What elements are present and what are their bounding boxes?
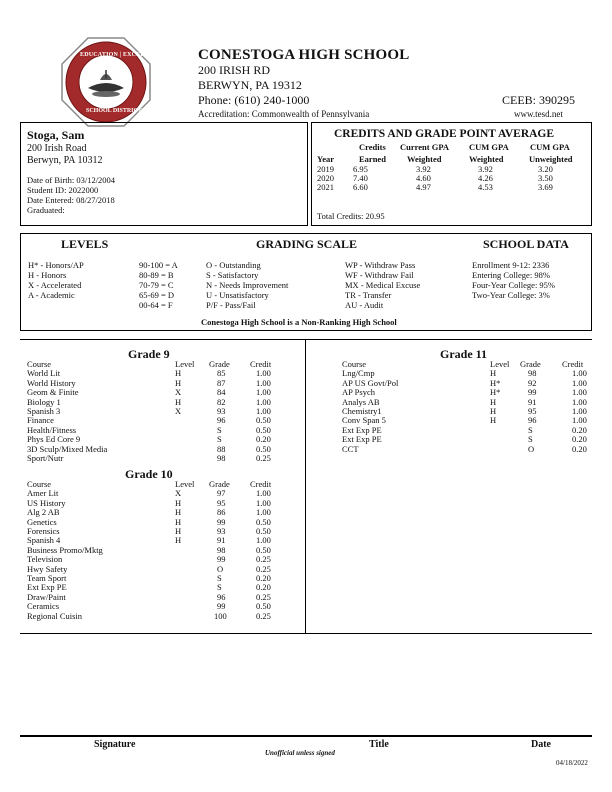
course-grade: 96 bbox=[528, 415, 537, 426]
scale-item: 80-89 = B bbox=[139, 270, 174, 280]
course-grade: 99 bbox=[528, 387, 537, 398]
school-data-item: Four-Year College: 95% bbox=[472, 280, 556, 290]
district-seal-logo bbox=[60, 36, 167, 128]
course-credit: 0.50 bbox=[256, 526, 271, 537]
col-grade: Grade bbox=[520, 359, 541, 369]
col-year: Year bbox=[317, 154, 334, 164]
course-grade: S bbox=[217, 434, 222, 445]
course-grade: S bbox=[217, 573, 222, 584]
mark-item: O - Outstanding bbox=[206, 260, 261, 270]
scale-item: 00-64 = F bbox=[139, 300, 173, 310]
course-level: H* bbox=[490, 377, 501, 388]
col-course: Course bbox=[27, 359, 52, 369]
course-grade: 99 bbox=[217, 601, 226, 612]
course-grade: 98 bbox=[528, 368, 537, 379]
course-credit: 1.00 bbox=[256, 387, 271, 398]
course-grade: 82 bbox=[217, 396, 226, 407]
grading-scale-title: GRADING SCALE bbox=[256, 237, 358, 251]
course-grade: 95 bbox=[528, 406, 537, 417]
legend-box bbox=[20, 233, 592, 331]
course-grade: S bbox=[528, 434, 533, 445]
table-row bbox=[27, 583, 290, 592]
level-item: H* - Honors/AP bbox=[28, 260, 84, 270]
course-grade: 84 bbox=[217, 387, 226, 398]
course-level bbox=[175, 612, 209, 621]
levels-title: LEVELS bbox=[61, 237, 109, 251]
course-grade: 98 bbox=[217, 453, 226, 464]
course-level bbox=[490, 445, 520, 454]
col-course: Course bbox=[342, 359, 367, 369]
course-credit: 0.25 bbox=[256, 453, 271, 464]
student-id: Student ID: 2022000 bbox=[27, 185, 99, 195]
course-grade: 91 bbox=[528, 396, 537, 407]
school-address-line2: BERWYN, PA 19312 bbox=[198, 78, 302, 92]
credits-title: CREDITS AND GRADE POINT AVERAGE bbox=[334, 128, 555, 140]
course-credit: 0.20 bbox=[572, 434, 587, 445]
course-grade: 99 bbox=[217, 554, 226, 565]
course-name: Amer Lit bbox=[27, 488, 59, 499]
grade9-header-row bbox=[27, 360, 290, 369]
course-credit: 1.00 bbox=[572, 415, 587, 426]
course-credit: 0.50 bbox=[256, 443, 271, 454]
table-row bbox=[27, 398, 290, 407]
withdraw-item: WF - Withdraw Fail bbox=[345, 270, 414, 280]
course-name: Biology 1 bbox=[27, 396, 61, 407]
table-row bbox=[27, 565, 290, 574]
course-level bbox=[175, 583, 209, 592]
table-row bbox=[27, 527, 290, 536]
course-credit: 0.20 bbox=[256, 434, 271, 445]
course-level bbox=[175, 574, 209, 583]
course-level: H* bbox=[490, 387, 501, 398]
course-grade: O bbox=[217, 563, 224, 574]
course-name: Analys AB bbox=[342, 396, 380, 407]
col-level: Level bbox=[175, 359, 195, 369]
col-credits-top: Credits bbox=[359, 142, 386, 152]
year-row-cum-unweighted: 3.50 bbox=[538, 173, 553, 183]
course-level: H bbox=[490, 415, 497, 426]
course-section-top-rule bbox=[20, 339, 592, 340]
course-credit: 0.50 bbox=[256, 415, 271, 426]
school-address-line1: 200 IRISH RD bbox=[198, 63, 271, 77]
course-grade: 93 bbox=[217, 406, 226, 417]
course-grade: 92 bbox=[528, 377, 537, 388]
grade11-header-row bbox=[342, 360, 602, 369]
table-row bbox=[27, 546, 290, 555]
course-level: H bbox=[490, 406, 497, 417]
course-level bbox=[175, 454, 209, 463]
col-cum-weighted-top: CUM GPA bbox=[469, 142, 509, 152]
course-level: X bbox=[175, 387, 182, 398]
course-name: Draw/Paint bbox=[27, 591, 66, 602]
graduated: Graduated: bbox=[27, 205, 65, 215]
course-level: H bbox=[490, 396, 497, 407]
course-level: H bbox=[490, 368, 497, 379]
table-row bbox=[27, 445, 290, 454]
course-credit: 0.25 bbox=[256, 563, 271, 574]
col-unweighted: Unweighted bbox=[529, 154, 573, 164]
table-row bbox=[27, 388, 290, 397]
course-credit: 1.00 bbox=[572, 406, 587, 417]
date-of-birth: Date of Birth: 03/12/2004 bbox=[27, 175, 116, 185]
course-level bbox=[490, 435, 520, 444]
course-name: Spanish 4 bbox=[27, 535, 61, 546]
course-name: Ext Exp PE bbox=[342, 424, 382, 435]
grade9-title: Grade 9 bbox=[128, 347, 170, 361]
course-name: Business Promo/Mktg bbox=[27, 544, 103, 555]
course-level bbox=[175, 426, 209, 435]
year-row-current-gpa: 4.60 bbox=[416, 173, 431, 183]
withdraw-item: TR - Transfer bbox=[345, 290, 392, 300]
course-credit: 0.50 bbox=[256, 601, 271, 612]
col-level: Level bbox=[175, 479, 195, 489]
course-credit: 1.00 bbox=[256, 368, 271, 379]
date-label: Date bbox=[531, 739, 551, 750]
unofficial-note: Unofficial unless signed bbox=[265, 749, 335, 757]
course-grade: 99 bbox=[217, 516, 226, 527]
course-name: AP Psych bbox=[342, 387, 375, 398]
course-name: Hwy Safety bbox=[27, 563, 68, 574]
accreditation: Accreditation: Commonwealth of Pennsylvania bbox=[198, 109, 370, 119]
scale-item: 65-69 = D bbox=[139, 290, 175, 300]
table-row bbox=[27, 489, 290, 498]
course-level bbox=[175, 546, 209, 555]
course-grade: 96 bbox=[217, 591, 226, 602]
course-name: Spanish 3 bbox=[27, 406, 61, 417]
col-cum-unweighted-top: CUM GPA bbox=[530, 142, 570, 152]
table-row bbox=[27, 407, 290, 416]
course-credit: 0.20 bbox=[572, 443, 587, 454]
school-data-title: SCHOOL DATA bbox=[483, 237, 569, 251]
year-row-cum-unweighted: 3.69 bbox=[538, 182, 553, 192]
year-row-cum-weighted: 4.53 bbox=[478, 182, 493, 192]
course-grade: 91 bbox=[217, 535, 226, 546]
course-name: US History bbox=[27, 497, 66, 508]
seal-text-top: EDUCATION | EXCELLENCE bbox=[80, 52, 167, 58]
course-level bbox=[490, 426, 520, 435]
school-name: CONESTOGA HIGH SCHOOL bbox=[198, 47, 410, 63]
seal-icon bbox=[60, 36, 152, 128]
course-level bbox=[175, 602, 209, 611]
course-section-divider bbox=[305, 339, 306, 634]
course-credit: 1.00 bbox=[256, 377, 271, 388]
course-credit: 0.50 bbox=[256, 544, 271, 555]
course-name: Finance bbox=[27, 415, 54, 426]
grade9-table bbox=[27, 360, 290, 463]
course-credit: 1.00 bbox=[256, 396, 271, 407]
course-name: Conv Span 5 bbox=[342, 415, 386, 426]
course-level: H bbox=[175, 526, 182, 537]
course-name: Chemistry1 bbox=[342, 406, 382, 417]
course-credit: 1.00 bbox=[572, 387, 587, 398]
total-credits: Total Credits: 20.95 bbox=[317, 211, 385, 221]
year-row-year: 2019 bbox=[317, 164, 334, 174]
course-level bbox=[175, 565, 209, 574]
course-grade: 87 bbox=[217, 377, 226, 388]
course-name: Team Sport bbox=[27, 573, 67, 584]
course-level: H bbox=[175, 507, 182, 518]
course-grade: 96 bbox=[217, 415, 226, 426]
course-name: Alg 2 AB bbox=[27, 507, 60, 518]
course-name: Television bbox=[27, 554, 63, 565]
course-credit: 0.20 bbox=[256, 573, 271, 584]
course-name: Regional Cuisin bbox=[27, 610, 83, 621]
course-credit: 1.00 bbox=[256, 488, 271, 499]
course-name: Forensics bbox=[27, 526, 60, 537]
course-level bbox=[175, 555, 209, 564]
table-row bbox=[27, 518, 290, 527]
signature-line bbox=[20, 735, 592, 737]
credits-gpa-box bbox=[311, 122, 592, 226]
course-level: X bbox=[175, 406, 182, 417]
student-name: Stoga, Sam bbox=[27, 128, 85, 142]
mark-item: U - Unsatisfactory bbox=[206, 290, 269, 300]
seal-text-bottom: SCHOOL DISTRICT bbox=[86, 108, 142, 114]
grade10-table bbox=[27, 480, 290, 621]
scale-item: 90-100 = A bbox=[139, 260, 178, 270]
printed-date: 04/18/2022 bbox=[556, 759, 588, 767]
course-credit: 1.00 bbox=[572, 368, 587, 379]
table-row bbox=[342, 388, 602, 397]
course-name: World Lit bbox=[27, 368, 61, 379]
scale-item: 70-79 = C bbox=[139, 280, 174, 290]
course-section-bottom-rule bbox=[20, 633, 592, 634]
course-name: Geom & Finite bbox=[27, 387, 79, 398]
non-ranking-note: Conestoga High School is a Non-Ranking High School bbox=[201, 317, 397, 327]
date-entered: Date Entered: 08/27/2018 bbox=[27, 195, 115, 205]
table-row bbox=[27, 593, 290, 602]
mark-item: P/F - Pass/Fail bbox=[206, 300, 256, 310]
course-name: AP US Govt/Pol bbox=[342, 377, 399, 388]
course-grade: O bbox=[528, 443, 535, 454]
course-credit: 0.20 bbox=[572, 424, 587, 435]
course-grade: S bbox=[217, 582, 222, 593]
col-weighted-cum: Weighted bbox=[469, 154, 504, 164]
course-credit: 1.00 bbox=[256, 406, 271, 417]
course-credit: 0.25 bbox=[256, 554, 271, 565]
student-info-box bbox=[20, 122, 308, 226]
course-credit: 0.25 bbox=[256, 610, 271, 621]
course-grade: 88 bbox=[217, 443, 226, 454]
course-name: 3D Sculp/Mixed Media bbox=[27, 443, 108, 454]
year-row-credits: 7.40 bbox=[353, 173, 368, 183]
course-level bbox=[175, 416, 209, 425]
course-level: H bbox=[175, 368, 182, 379]
col-grade: Grade bbox=[209, 359, 230, 369]
course-name: Ext Exp PE bbox=[342, 434, 382, 445]
student-address-line1: 200 Irish Road bbox=[27, 143, 87, 154]
course-level bbox=[175, 593, 209, 602]
year-row-current-gpa: 3.92 bbox=[416, 164, 431, 174]
course-level: X bbox=[175, 488, 182, 499]
course-name: Genetics bbox=[27, 516, 57, 527]
col-credit: Credit bbox=[250, 359, 272, 369]
col-credit: Credit bbox=[250, 479, 272, 489]
mark-item: N - Needs Improvement bbox=[206, 280, 289, 290]
course-grade: S bbox=[217, 424, 222, 435]
year-row-cum-weighted: 3.92 bbox=[478, 164, 493, 174]
withdraw-item: AU - Audit bbox=[345, 300, 384, 310]
course-name: World History bbox=[27, 377, 76, 388]
school-phone: Phone: (610) 240-1000 bbox=[198, 93, 310, 107]
col-course: Course bbox=[27, 479, 52, 489]
course-level bbox=[175, 445, 209, 454]
course-name: Lng/Cmp bbox=[342, 368, 375, 379]
table-row bbox=[27, 612, 290, 621]
table-row bbox=[342, 379, 602, 388]
course-name: Sport/Nutr bbox=[27, 453, 64, 464]
course-level: H bbox=[175, 377, 182, 388]
level-item: X - Accelerated bbox=[28, 280, 82, 290]
course-credit: 0.20 bbox=[256, 582, 271, 593]
level-item: A - Academic bbox=[28, 290, 75, 300]
website-link[interactable]: www.tesd.net bbox=[514, 109, 563, 119]
col-grade: Grade bbox=[209, 479, 230, 489]
table-row bbox=[342, 435, 602, 444]
course-grade: 95 bbox=[217, 497, 226, 508]
col-earned: Earned bbox=[359, 154, 386, 164]
course-grade: 97 bbox=[217, 488, 226, 499]
course-name: Ceramics bbox=[27, 601, 60, 612]
course-level bbox=[175, 435, 209, 444]
course-level: H bbox=[175, 396, 182, 407]
grade11-title: Grade 11 bbox=[440, 347, 487, 361]
course-name: Ext Exp PE bbox=[27, 582, 67, 593]
year-row-year: 2020 bbox=[317, 173, 334, 183]
school-data-item: Two-Year College: 3% bbox=[472, 290, 550, 300]
course-level: H bbox=[175, 516, 182, 527]
course-grade: S bbox=[528, 424, 533, 435]
course-grade: 86 bbox=[217, 507, 226, 518]
course-credit: 0.25 bbox=[256, 591, 271, 602]
table-row bbox=[27, 508, 290, 517]
ceeb-code: CEEB: 390295 bbox=[502, 93, 576, 107]
col-level: Level bbox=[490, 359, 510, 369]
year-row-credits: 6.95 bbox=[353, 164, 368, 174]
grade10-title: Grade 10 bbox=[125, 467, 173, 481]
course-name: Health/Fitness bbox=[27, 424, 77, 435]
course-credit: 1.00 bbox=[256, 507, 271, 518]
year-row-current-gpa: 4.97 bbox=[416, 182, 431, 192]
course-credit: 1.00 bbox=[256, 497, 271, 508]
col-weighted-current: Weighted bbox=[407, 154, 442, 164]
course-level: H bbox=[175, 535, 182, 546]
mark-item: S - Satisfactory bbox=[206, 270, 259, 280]
table-row bbox=[27, 454, 290, 463]
table-row bbox=[27, 499, 290, 508]
course-name: Phys Ed Core 9 bbox=[27, 434, 81, 445]
table-row bbox=[342, 445, 602, 454]
course-grade: 85 bbox=[217, 368, 226, 379]
course-level: H bbox=[175, 497, 182, 508]
grade10-header-row bbox=[27, 480, 290, 489]
col-current-gpa-top: Current GPA bbox=[400, 142, 450, 152]
grade11-table bbox=[342, 360, 602, 454]
course-grade: 98 bbox=[217, 544, 226, 555]
year-row-cum-weighted: 4.26 bbox=[478, 173, 493, 183]
course-credit: 0.50 bbox=[256, 516, 271, 527]
course-credit: 1.00 bbox=[256, 535, 271, 546]
course-credit: 1.00 bbox=[572, 396, 587, 407]
withdraw-item: WP - Withdraw Pass bbox=[345, 260, 416, 270]
withdraw-item: MX - Medical Excuse bbox=[345, 280, 421, 290]
school-data-item: Enrollment 9-12: 2336 bbox=[472, 260, 550, 270]
year-row-cum-unweighted: 3.20 bbox=[538, 164, 553, 174]
year-row-year: 2021 bbox=[317, 182, 334, 192]
course-name: CCT bbox=[342, 443, 359, 454]
course-grade: 100 bbox=[214, 610, 227, 621]
year-row-credits: 6.60 bbox=[353, 182, 368, 192]
course-grade: 93 bbox=[217, 526, 226, 537]
level-item: H - Honors bbox=[28, 270, 67, 280]
student-address-line2: Berwyn, PA 10312 bbox=[27, 155, 103, 166]
title-label: Title bbox=[369, 739, 389, 750]
course-credit: 0.50 bbox=[256, 424, 271, 435]
col-credit: Credit bbox=[562, 359, 584, 369]
signature-label: Signature bbox=[94, 739, 136, 750]
course-credit: 1.00 bbox=[572, 377, 587, 388]
school-data-item: Entering College: 98% bbox=[472, 270, 550, 280]
